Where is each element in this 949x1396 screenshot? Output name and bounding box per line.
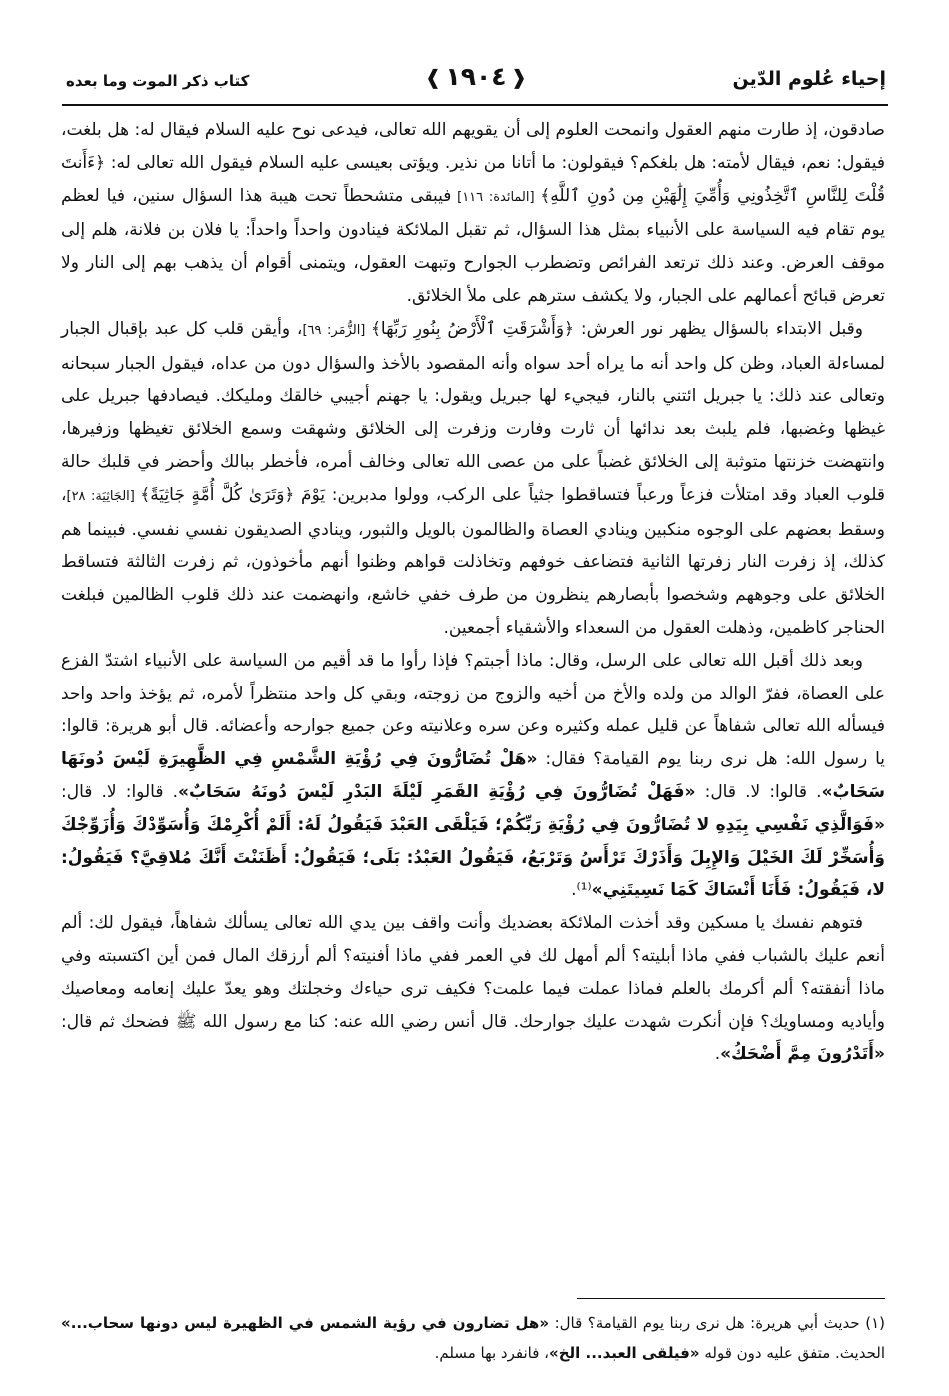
text-segment: وقبل الابتداء بالسؤال يظهر نور العرش:	[574, 318, 863, 339]
text-segment: وبعد ذلك أقبل الله تعالى على الرسل، وقال: ماذا أجبتم؟ فإذا رأوا ما قد أقيم من السياسة على الأنبياء اشتدّ الفزع على العصاة، ففرّ الوالد من ولده والأخ من أخيه والزوج من زوجته، وبقي كل واحد منتظراً لأمره، ثم يؤخذ واحد واحد فيسأله الله تعالى شفاهاً عن قليل عمله وكثيره وعن سره وعلانيته وعن جميع جوارحه وأعضائه. قال أبو هريرة: قالوا: يا رسول الله: هل نرى ربنا يوم القيامة؟ فقال:	[61, 650, 885, 770]
verse-reference: [المائدة: ١١٦]	[451, 189, 541, 205]
footnote-segment: «هل تضارون في رؤية الشمس في الظهيرة ليس دونها سحاب...»	[61, 1314, 550, 1332]
text-segment: صادقون، إذ طارت منهم العقول وانمحت العلوم إلى أن يقويهم الله تعالى، فيدعى نوح عليه السلام فيقال له: هل بلغت، فيقول: نعم، فيقال لأمته: هل بلغكم؟ فيقولون: ما أتانا من نذير. ويؤتى بعيسى عليه السلام فيقول الله تعالى له:	[61, 120, 885, 173]
text-segment: . قالوا: لا. قال:	[695, 781, 822, 802]
text-segment: ﴿وَأَشْرَقَتِ ٱلْأَرْضُ بِنُورِ رَبِّهَا﴾	[370, 318, 574, 339]
main-text	[61, 114, 885, 1071]
page-number-box	[425, 62, 528, 91]
ornament-left-icon: ❰	[424, 64, 442, 89]
paragraph	[61, 313, 885, 645]
hadith-quote: «فَهَلْ تُضَارُّونَ فِي رُؤْيَةِ القَمَرِ لَيْلَةَ البَدْرِ لَيْسَ دُونَهُ سَحَابٌ»	[177, 781, 696, 802]
text-segment: فيبقى متشحطاً تحت هيبة هذا السؤال سنين، فيا لعظم يوم تقام فيه السياسة على الأنبياء بمثل هذا السؤال، ثم تقبل الملائكة فينادون واحداً واحداً: يا فلان بن فلانة، هلم إلى موقف العرض. وعند ذلك ترتعد الفرائص وتضطرب الجوارح وتبهت العقول، ويتمنى أقوام أن يذهب بهم إلى النار ولا تعرض قبائح أعمالهم على الجبار، ولا يكشف سترهم على ملأ الخلائق.	[61, 185, 885, 306]
footnote	[61, 1308, 885, 1368]
text-segment: . قالوا: لا. قال:	[61, 781, 178, 802]
text-segment: .	[714, 1044, 721, 1065]
chapter-title: كتاب ذكر الموت وما بعده	[66, 72, 250, 90]
paragraph	[61, 907, 885, 1071]
verse-reference: [الزُّمَر: ٦٩]	[302, 322, 371, 338]
paragraph	[61, 114, 885, 313]
text-segment: فتوهم نفسك يا مسكين وقد أخذت الملائكة بعضديك وأنت واقف بين يدي الله تعالى يسألك شفاهاً، فيقول لك: ألم أنعم عليك بالشباب ففي ماذا أبليته؟ ألم أمهل لك في العمر ففي ماذا أفنيته؟ ألم أرزقك المال فمن أين اكتسبته وفي ماذا أنفقته؟ ألم أكرمك بالعلم فماذا عملت فيما علمت؟ فكيف ترى حياءك وخجلتك وهو يعدّ عليك إنعامه ومعاصيك وأياديه ومساويك؟ فإن أنكرت شهدت عليك جوارحك. قال أنس رضي الله عنه: كنا مع رسول الله ﷺ فضحك ثم قال:	[61, 913, 885, 1032]
text-segment: ، وسقط بعضهم على الوجوه منكبين وينادي العصاة والظالمون بالويل والثبور، وينادي الصديقون نفسي نفسي. فبينما هم كذلك، إذ زفرت النار زفرتها الثانية فتضاعف خوفهم وتخاذلت قواهم وظنوا أنهم مأخوذون، ثم زفرت الثالثة فتساقط الخلائق على وجوههم وشخصوا بأبصارهم ينظرون من طرف خفي خاشع، وانهضمت عند ذلك قلوب الظالمين فبلغت الحناجر كاظمين، وذهلت العقول من السعداء والأشقياء أجمعين.	[61, 484, 885, 638]
footnote-rule	[577, 1298, 885, 1299]
running-header	[66, 62, 886, 102]
footnote-segment: ، فانفرد بها مسلم.	[434, 1344, 549, 1362]
text-segment: ⁽¹⁾.	[571, 880, 592, 901]
footnote-segment: الحديث. متفق عليه دون قوله	[699, 1344, 885, 1362]
book-title: إحياء عُلوم الدّين	[732, 68, 886, 90]
footnote-segment: (١) حديث أبي هريرة: هل نرى ربنا يوم القيامة؟ قال:	[549, 1314, 886, 1332]
ornament-right-icon: ❱	[510, 64, 528, 89]
header-rule	[62, 104, 888, 106]
verse-reference: [الجَاثِيَة: ٢٨]	[66, 488, 141, 504]
hadith-quote: «أَتَدْرُونَ مِمَّ أَضْحَكُ»	[720, 1044, 885, 1065]
text-segment: ، وأيقن قلب كل عبد بإقبال الجبار لمساءلة العباد، وظن كل واحد أنه ما يراه أحد سواه وأنه المقصود بالأخذ والسؤال دون من عداه، فيقول الجبار سبحانه وتعالى عند ذلك: يا جبريل ائتني بالنار، فيجيء لها جبريل ويقول: يا جهنم أجيبي خالقك ومليكك. فيصادفها جبريل على غيظها وغضبها، فلم يلبث بعد ندائها أن ثارت وفارت وزفرت إلى الخلائق وشهقت وسمع الخلائق تغيظها وزفيرها، وانتهضت خزنتها متوثبة إلى الخلائق غضباً على من عصى الله تعالى وخالف أمره، فأخطر ببالك وأحضر في قلبك حالة قلوب العباد وقد امتلأت فزعاً ورعباً فتساقطوا جثياً على الركب، وولوا مدبرين: يَوْمَ	[61, 318, 885, 505]
page-number: ١٩٠٤	[445, 62, 507, 91]
hadith-quote: «فَوَالَّذِي نَفْسِي بِيَدِهِ لا تُضَارُّونَ فِي رُؤْيَةِ رَبِّكُمْ؛ فَيَلْقَى العَبْدَ فَيَقُولُ لَهُ: أَلَمْ أُكْرِمْكَ وَأُسَوِّدْكَ وَأُزَوِّجْكَ وَأُسَخِّرْ لَكَ الخَيْلَ وَالإِبِلَ وَأَذَرْكَ تَرْأَسُ وَتَرْبَعُ، فَيَقُولُ العَبْدُ: بَلَى؛ فَيَقُولُ: أَظَنَنْتَ أَنَّكَ مُلاقِيَّ؟ فَيَقُولُ: لا، فَيَقُولُ: فَأَنَا أَنْسَاكَ كَمَا نَسِيتَنِي»	[61, 814, 885, 901]
text-segment: ﴿وَتَرَىٰ كُلَّ أُمَّةٍ جَاثِيَةً﴾	[140, 484, 295, 505]
hadith-quote: «هَلْ تُضَارُّونَ فِي رُؤْيَةِ الشَّمْسِ فِي الظَّهِيرَةِ لَيْسَ دُونَهَا سَحَابٌ»	[61, 749, 885, 802]
text-segment: ﴿ءَأَنتَ قُلْتَ لِلنَّاسِ ٱتَّخِذُونِي وَأُمِّيَ إِلَٰهَيْنِ مِن دُونِ ٱللَّهِ﴾	[61, 152, 886, 206]
paragraph	[61, 645, 885, 907]
footnote-segment: «فيلقى العبد... الخ»	[549, 1344, 700, 1362]
